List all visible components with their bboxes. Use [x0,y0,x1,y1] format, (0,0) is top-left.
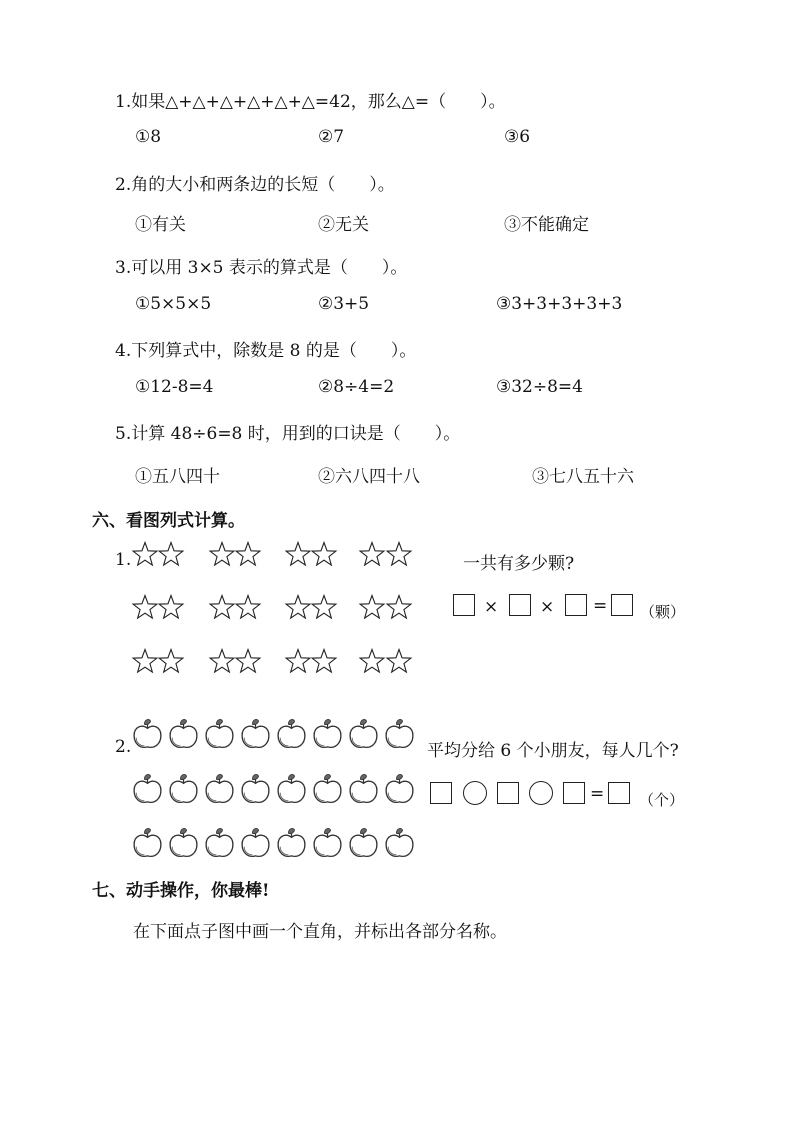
star-icon [157,541,185,569]
apple-icon [131,772,164,806]
problem-1-number: 1. [115,550,132,570]
star-icon [284,648,312,676]
apple-icon [383,826,416,860]
apple-icon [347,717,380,751]
operator-3: = [593,596,608,616]
apple-icon [239,826,272,860]
star-icon [385,648,413,676]
star-icon [157,648,185,676]
problem-2-question: 平均分给 6 个小朋友，每人几个? [427,741,679,761]
answer-box-1[interactable] [453,594,475,616]
answer-box-4[interactable] [608,782,630,804]
star-icon [385,541,413,569]
question-4-stem: 4.下列算式中，除数是 8 的是（ ）。 [115,341,417,361]
apple-icon [203,772,236,806]
apple-icon [275,772,308,806]
section-6-title: 六、看图列式计算。 [92,511,245,531]
star-icon [234,648,262,676]
star-icon [234,541,262,569]
question-1-stem: 1.如果△+△+△+△+△+△=42，那么△=（ ）。 [115,92,506,112]
equals-sign: = [590,784,605,804]
apple-icon [383,772,416,806]
operator-1: × [484,597,499,617]
apple-icon [131,717,164,751]
star-icon [208,541,236,569]
apple-icon [239,772,272,806]
question-2-option-3[interactable]: ③不能确定 [504,215,589,235]
answer-box-3[interactable] [565,594,587,616]
apple-icon [347,826,380,860]
star-icon [131,594,159,622]
apple-icon [311,772,344,806]
star-icon [157,594,185,622]
star-icon [131,541,159,569]
apple-icon [167,772,200,806]
apple-icon [311,717,344,751]
star-icon [131,648,159,676]
question-5-option-3[interactable]: ③七八五十六 [532,467,634,487]
answer-box-2[interactable] [509,594,531,616]
operator-2: × [540,597,555,617]
apple-icon [383,717,416,751]
problem-2-number: 2. [115,737,132,757]
star-icon [284,594,312,622]
apple-icon [239,717,272,751]
question-2-option-1[interactable]: ①有关 [135,215,186,235]
apple-icon [203,826,236,860]
star-icon [310,541,338,569]
section-7-instruction: 在下面点子图中画一个直角，并标出各部分名称。 [133,922,507,942]
star-icon [310,594,338,622]
star-icon [358,541,386,569]
question-1-option-1[interactable]: ①8 [135,127,162,147]
apple-icon [167,826,200,860]
answer-box-2[interactable] [497,782,519,804]
operator-circle-2[interactable] [529,781,553,805]
apple-icon [275,826,308,860]
question-3-option-3[interactable]: ③3+3+3+3+3 [496,294,623,314]
question-3-option-2[interactable]: ②3+5 [318,294,370,314]
apple-icon [203,717,236,751]
apple-icon [347,772,380,806]
question-3-stem: 3.可以用 3×5 表示的算式是（ ）。 [115,258,408,278]
unit-label-2: （个） [639,791,685,809]
answer-box-1[interactable] [430,782,452,804]
question-2-stem: 2.角的大小和两条边的长短（ ）。 [115,175,395,195]
question-2-option-2[interactable]: ②无关 [318,215,369,235]
star-icon [310,648,338,676]
question-5-option-2[interactable]: ②六八四十八 [318,467,420,487]
unit-label-1: （颗） [640,603,686,621]
star-icon [208,594,236,622]
star-icon [234,594,262,622]
answer-box-3[interactable] [563,782,585,804]
question-5-stem: 5.计算 48÷6=8 时，用到的口诀是（ ）。 [115,424,461,444]
apple-icon [131,826,164,860]
question-1-option-3[interactable]: ③6 [504,127,531,147]
star-icon [358,648,386,676]
question-3-option-1[interactable]: ①5×5×5 [135,294,212,314]
star-icon [385,594,413,622]
answer-box-4[interactable] [611,594,633,616]
question-5-option-1[interactable]: ①五八四十 [135,467,220,487]
operator-circle-1[interactable] [463,781,487,805]
star-icon [284,541,312,569]
apple-icon [275,717,308,751]
section-7-title: 七、动手操作，你最棒! [92,881,270,901]
star-icon [208,648,236,676]
question-4-option-3[interactable]: ③32÷8=4 [496,377,583,397]
star-icon [358,594,386,622]
apple-icon [311,826,344,860]
question-4-option-2[interactable]: ②8÷4=2 [318,377,395,397]
question-1-option-2[interactable]: ②7 [318,127,345,147]
question-4-option-1[interactable]: ①12-8=4 [135,377,214,397]
problem-1-question: 一共有多少颗? [463,554,575,574]
apple-icon [167,717,200,751]
